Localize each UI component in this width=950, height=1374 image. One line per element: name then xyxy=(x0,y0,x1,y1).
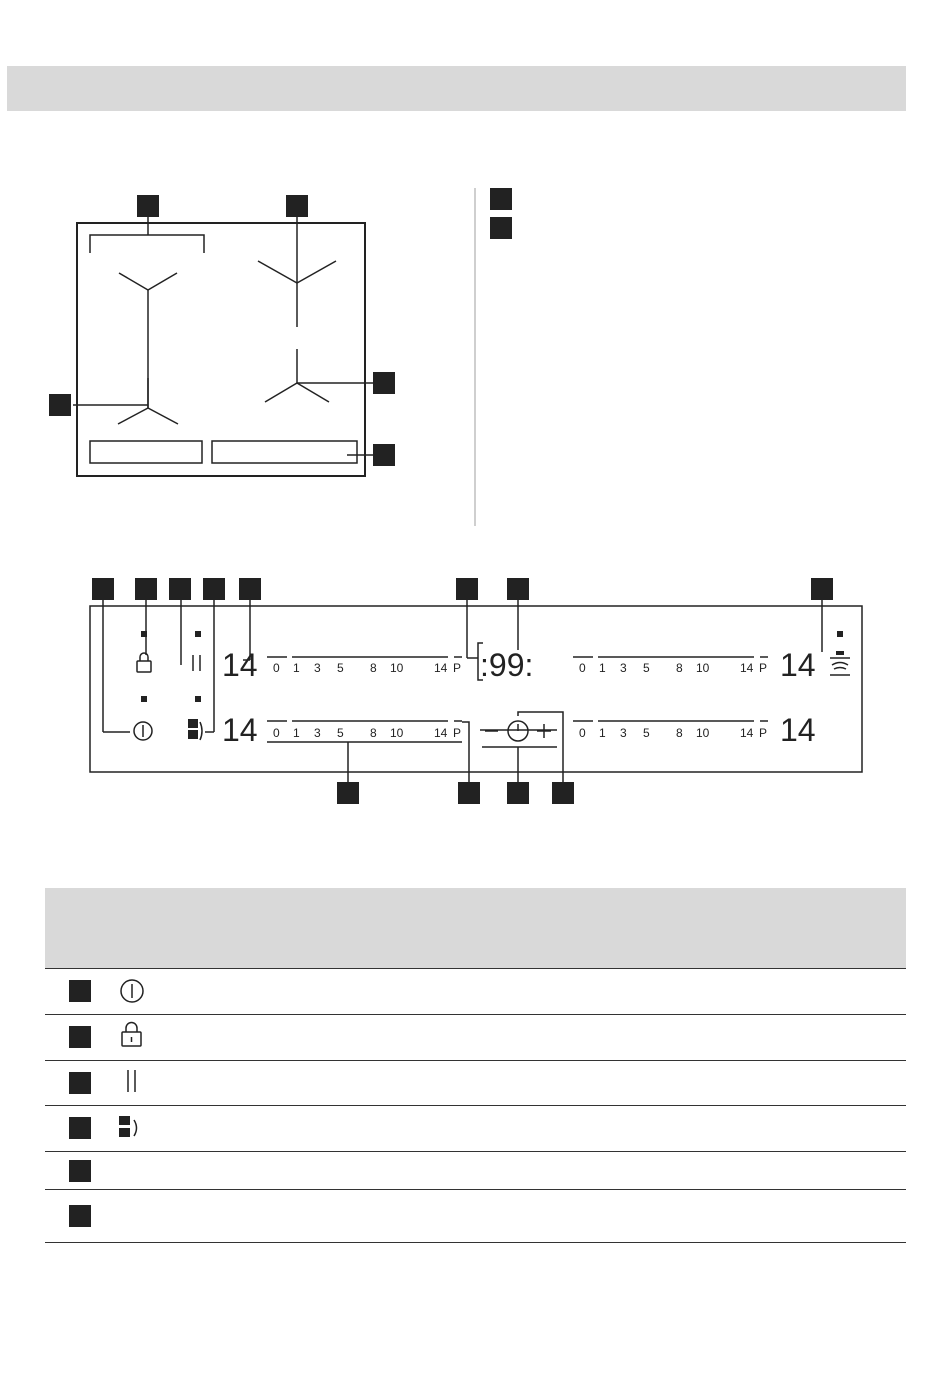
svg-text:1: 1 xyxy=(293,661,300,675)
lock-icon xyxy=(122,1023,141,1046)
bridge-icon xyxy=(119,1116,130,1137)
svg-text:14: 14 xyxy=(740,726,754,740)
svg-text:10: 10 xyxy=(390,726,404,740)
svg-text:5: 5 xyxy=(643,726,650,740)
svg-text:8: 8 xyxy=(370,661,377,675)
svg-text:P: P xyxy=(453,661,462,675)
pause-icon xyxy=(128,1070,135,1092)
svg-text:0: 0 xyxy=(579,661,586,675)
svg-text:1: 1 xyxy=(599,661,606,675)
svg-text:10: 10 xyxy=(696,661,710,675)
svg-text:8: 8 xyxy=(676,661,683,675)
svg-text:P: P xyxy=(759,726,768,740)
svg-text:10: 10 xyxy=(390,661,404,675)
svg-text:10: 10 xyxy=(696,726,710,740)
zone-display-top-left: 14 xyxy=(222,647,258,683)
svg-text:1: 1 xyxy=(293,726,300,740)
svg-text:1: 1 xyxy=(599,726,606,740)
bridge-bracket xyxy=(134,1120,137,1136)
svg-text:14: 14 xyxy=(434,661,448,675)
svg-text:0: 0 xyxy=(273,726,280,740)
zone-display-bottom-right: 14 xyxy=(780,712,816,748)
svg-text:0: 0 xyxy=(273,661,280,675)
svg-text:0: 0 xyxy=(579,726,586,740)
svg-text:8: 8 xyxy=(676,726,683,740)
power-icon xyxy=(121,980,143,1002)
svg-text:8: 8 xyxy=(370,726,377,740)
svg-text:5: 5 xyxy=(337,726,344,740)
timer-display: :99: xyxy=(480,647,534,683)
svg-text:P: P xyxy=(759,661,768,675)
zone-display-bottom-left: 14 xyxy=(222,712,258,748)
svg-text:P: P xyxy=(453,726,462,740)
svg-text:3: 3 xyxy=(314,661,321,675)
svg-text:14: 14 xyxy=(740,661,754,675)
svg-text:5: 5 xyxy=(643,661,650,675)
svg-text:3: 3 xyxy=(314,726,321,740)
svg-text:3: 3 xyxy=(620,726,627,740)
zone-display-top-right: 14 xyxy=(780,647,816,683)
svg-text:14: 14 xyxy=(434,726,448,740)
svg-text:5: 5 xyxy=(337,661,344,675)
svg-text:3: 3 xyxy=(620,661,627,675)
